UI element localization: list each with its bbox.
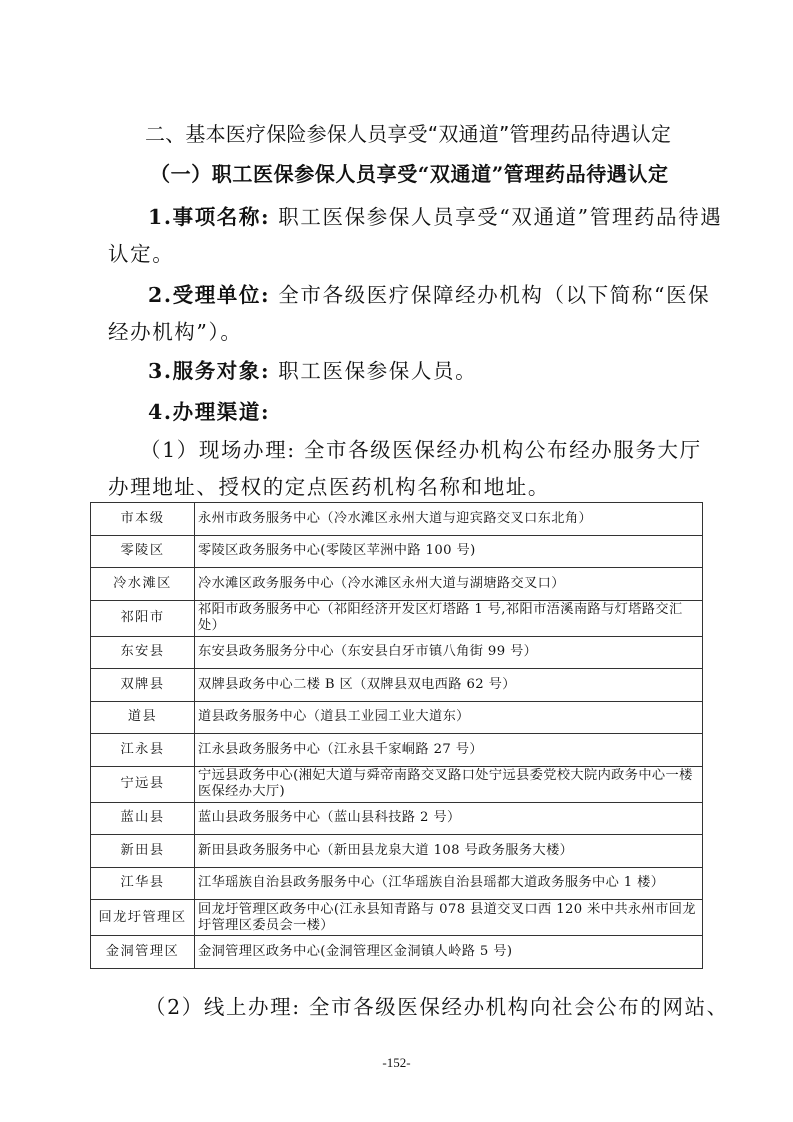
table-row [91,701,703,734]
address-cell: 蓝山县政务服务中心（蓝山县科技路 2 号） [195,802,703,835]
table-row [91,867,703,900]
address-cell: 双牌县政务中心二楼 B 区（双牌县双电西路 62 号） [195,669,703,702]
item-target [148,354,477,384]
address-cell: 江永县政务服务中心（江永县千家峒路 27 号） [195,734,703,767]
table-row [91,535,703,568]
region-cell: 宁远县 [91,766,195,802]
address-cell: 道县政务服务中心（道县工业园工业大道东） [195,701,703,734]
item-unit [148,278,710,308]
table-row [91,568,703,601]
region-cell: 江永县 [91,734,195,767]
item-channel-label: 4.办理渠道: [148,400,271,424]
address-cell: 回龙圩管理区政务中心(江永县知青路与 078 县道交叉口西 120 米中共永州市回龙圩管理区委员会一楼） [195,900,703,936]
table-row [91,802,703,835]
item-name-label: 1.事项名称: [148,205,271,229]
channel-onsite-continuation: 办理地址、授权的定点医药机构名称和地址。 [108,475,550,499]
address-cell: 东安县政务服务分中心（东安县白牙市镇八角街 99 号） [195,636,703,669]
table-row [91,835,703,868]
region-cell: 零陵区 [91,535,195,568]
item-unit-continuation: 经办机构”）。 [108,320,243,344]
item-target-label: 3.服务对象: [148,359,271,383]
item-unit-label: 2.受理单位: [148,283,271,307]
table-row [91,600,703,636]
region-cell: 市本级 [91,503,195,536]
table-row [91,503,703,536]
item-channel [148,395,270,425]
region-cell: 东安县 [91,636,195,669]
table-row [91,766,703,802]
address-cell: 江华瑶族自治县政务服务中心（江华瑶族自治县瑶都大道政务服务中心 1 楼） [195,867,703,900]
region-cell: 祁阳市 [91,600,195,636]
table-row [91,936,703,969]
table-row [91,669,703,702]
item-unit-text: 全市各级医疗保障经办机构（以下简称“医保 [270,283,711,307]
service-center-table [90,502,703,969]
region-cell: 双牌县 [91,669,195,702]
region-cell: 金洞管理区 [91,936,195,969]
item-name-continuation: 认定。 [108,242,175,266]
table-row [91,636,703,669]
region-cell: 冷水滩区 [91,568,195,601]
region-cell: 回龙圩管理区 [91,900,195,936]
address-cell: 金洞管理区政务中心(金洞管理区金洞镇人岭路 5 号) [195,936,703,969]
item-target-text: 职工医保参保人员。 [270,359,478,383]
address-cell: 宁远县政务中心(湘妃大道与舜帝南路交叉路口处宁远县委党校大院内政务中心一楼医保经办大厅) [195,766,703,802]
address-cell: 新田县政务服务中心（新田县龙泉大道 108 号政务服务大楼） [195,835,703,868]
region-cell: 新田县 [91,835,195,868]
item-name-text: 职工医保参保人员享受“双通道”管理药品待遇 [270,205,723,229]
region-cell: 江华县 [91,867,195,900]
region-cell: 道县 [91,701,195,734]
address-cell: 冷水滩区政务服务中心（冷水滩区永州大道与湖塘路交叉口） [195,568,703,601]
address-cell: 零陵区政务服务中心(零陵区苹洲中路 100 号) [195,535,703,568]
item-name [148,200,722,230]
channel-online: （2）线上办理: 全市各级医保经办机构向社会公布的网站、 [145,995,729,1019]
subsection-title: （一）职工医保参保人员享受“双通道”管理药品待遇认定 [150,162,669,186]
section-title: 二、基本医疗保险参保人员享受“双通道”管理药品待遇认定 [145,122,672,146]
address-cell: 永州市政务服务中心（冷水滩区永州大道与迎宾路交叉口东北角） [195,503,703,536]
table-row [91,900,703,936]
page-number: -152- [382,1055,411,1070]
address-cell: 祁阳市政务服务中心（祁阳经济开发区灯塔路 1 号,祁阳市浯溪南路与灯塔路交汇处） [195,600,703,636]
channel-onsite: （1）现场办理: 全市各级医保经办机构公布经办服务大厅 [140,438,702,462]
table-row [91,734,703,767]
region-cell: 蓝山县 [91,802,195,835]
